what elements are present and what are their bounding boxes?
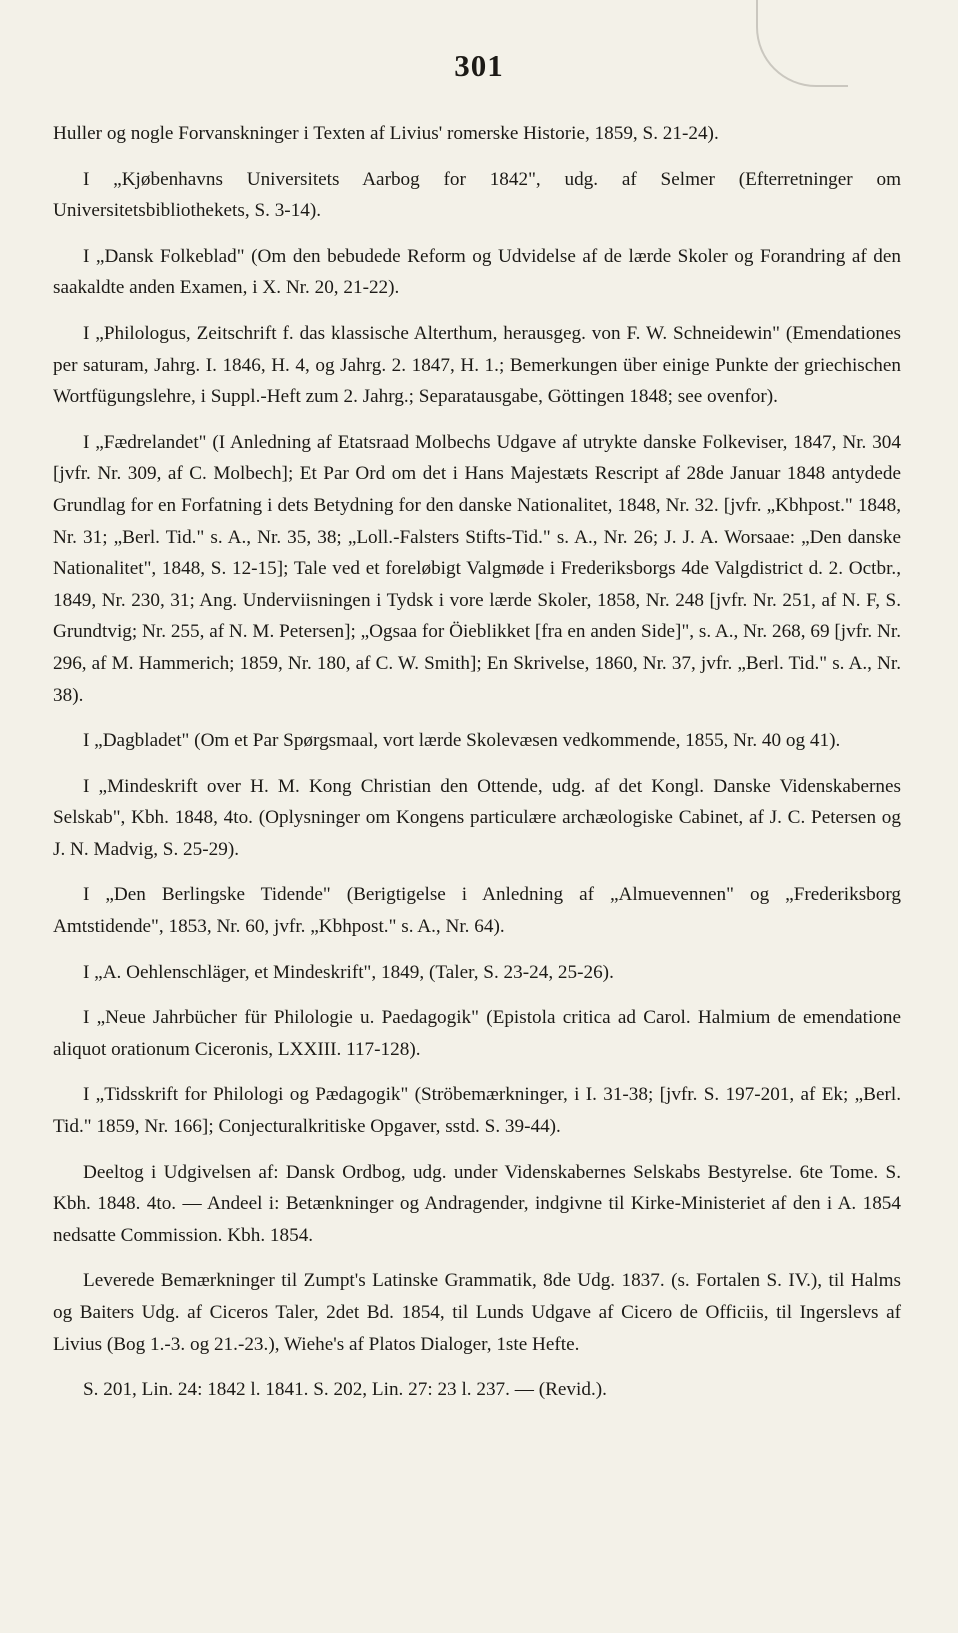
bibliography-entry: I „Philologus, Zeitschrift f. das klassische Alterthum, herausgeg. von F. W. Schneidewin" (Emendationes per saturam, Jahrg. I. 1846, H. 4, og Jahrg. 2. 1847, H. 1.; Bemerkungen über einige Punkte der griechischen Wortfügungslehre, i Suppl.-Heft zum 2. Jahrg.; Separatausgabe, Göttingen 1848; see ovenfor). <box>53 322 901 408</box>
bibliography-entry: Deeltog i Udgivelsen af: Dansk Ordbog, udg. under Videnskabernes Selskabs Bestyrelse. 6te Tome. S. Kbh. 1848. 4to. — Andeel i: Betænkninger og Andragender, indgivne til Kirke-Ministeriet af den i A. 1854 nedsatte Commission. Kbh. 1854. <box>53 1161 901 1246</box>
bibliography-entry: I „Dansk Folkeblad" (Om den bebudede Reform og Udvidelse af de lærde Skoler og Forandring af den saakaldte anden Examen, i X. Nr. 20, 21-22). <box>53 245 901 299</box>
page-body <box>53 118 901 1420</box>
errata-line: S. 201, Lin. 24: 1842 l. 1841. S. 202, Lin. 27: 23 l. 237. — (Revid.). <box>83 1379 607 1401</box>
bibliography-entry: Leverede Bemærkninger til Zumpt's Latinske Grammatik, 8de Udg. 1837. (s. Fortalen S. IV.), til Halms og Baiters Udg. af Ciceros Taler, 2det Bd. 1854, til Lunds Udgave af Cicero de Officiis, til Ingerslevs af Livius (Bog 1.-3. og 21.-23.), Wiehe's af Platos Dialoger, 1ste Hefte. <box>53 1270 901 1355</box>
bibliography-entry: I „Den Berlingske Tidende" (Berigtigelse i Anledning af „Almuevennen" og „Frederiksborg Amtstidende", 1853, Nr. 60, jvfr. „Kbhpost." s. A., Nr. 64). <box>53 884 901 938</box>
bibliography-entry: I „Kjøbenhavns Universitets Aarbog for 1842", udg. af Selmer (Efterretninger om Universitetsbibliothekets, S. 3-14). <box>53 168 901 222</box>
bibliography-entry: I „Dagbladet" (Om et Par Spørgsmaal, vort lærde Skolevæsen vedkommende, 1855, Nr. 40 og 41). <box>83 730 841 752</box>
bibliography-entry: I „Neue Jahrbücher für Philologie u. Paedagogik" (Epistola critica ad Carol. Halmium de emendatione aliquot orationum Ciceronis, LXXIII. 117-128). <box>53 1007 901 1060</box>
bibliography-entry: Huller og nogle Forvanskninger i Texten af Livius' romerske Historie, 1859, S. 21-24). <box>53 123 719 144</box>
bibliography-entry: I „Mindeskrift over H. M. Kong Christian den Ottende, udg. af det Kongl. Danske Videnskabernes Selskab", Kbh. 1848, 4to. (Oplysninger om Kongens particulære archæologiske Cabinet, af J. C. Petersen og J. N. Madvig, S. 25-29). <box>53 775 901 860</box>
bibliography-entry: I „A. Oehlenschläger, et Mindeskrift", 1849, (Taler, S. 23-24, 25-26). <box>83 961 614 983</box>
bibliography-entry: I „Fædrelandet" (I Anledning af Etatsraad Molbechs Udgave af utrykte danske Folkeviser, 1847, Nr. 304 [jvfr. Nr. 309, af C. Molbech]; Et Par Ord om det i Hans Majestæts Rescript af 28de Januar 1848 antydede Grundlag for en Forfatning i dets Betydning for den danske Nationalitet, 1848, Nr. 32. [jvfr. „Kbhpost." 1848, Nr. 31; „Berl. Tid." s. A., Nr. 35, 38; „Loll.-Falsters Stifts-Tid." s. A., Nr. 26; J. J. A. Worsaae: „Den danske Nationalitet", 1848, S. 12-15]; Tale ved et foreløbigt Valgmøde i Frederiksborgs 4de Valgdistrict d. 2. Octbr., 1849, Nr. 230, 31; Ang. Underviisningen i Tydsk i vore lærde Skoler, 1858, Nr. 248 [jvfr. Nr. 251, af N. F, S. Grundtvig; Nr. 255, af N. M. Petersen]; „Ogsaa for Öieblikket [fra en anden Side]", s. A., Nr. 268, 69 [jvfr. Nr. 296, af M. Hammerich; 1859, Nr. 180, af C. W. Smith]; En Skrivelse, 1860, Nr. 37, jvfr. „Berl. Tid." s. A., Nr. 38). <box>53 431 901 706</box>
page-number: 301 <box>454 48 504 83</box>
bibliography-entry: I „Tidsskrift for Philologi og Pædagogik" (Ströbemærkninger, i I. 31-38; [jvfr. S. 197-201, af Ek; „Berl. Tid." 1859, Nr. 166]; Conjecturalkritiske Opgaver, sstd. S. 39-44). <box>53 1084 901 1138</box>
